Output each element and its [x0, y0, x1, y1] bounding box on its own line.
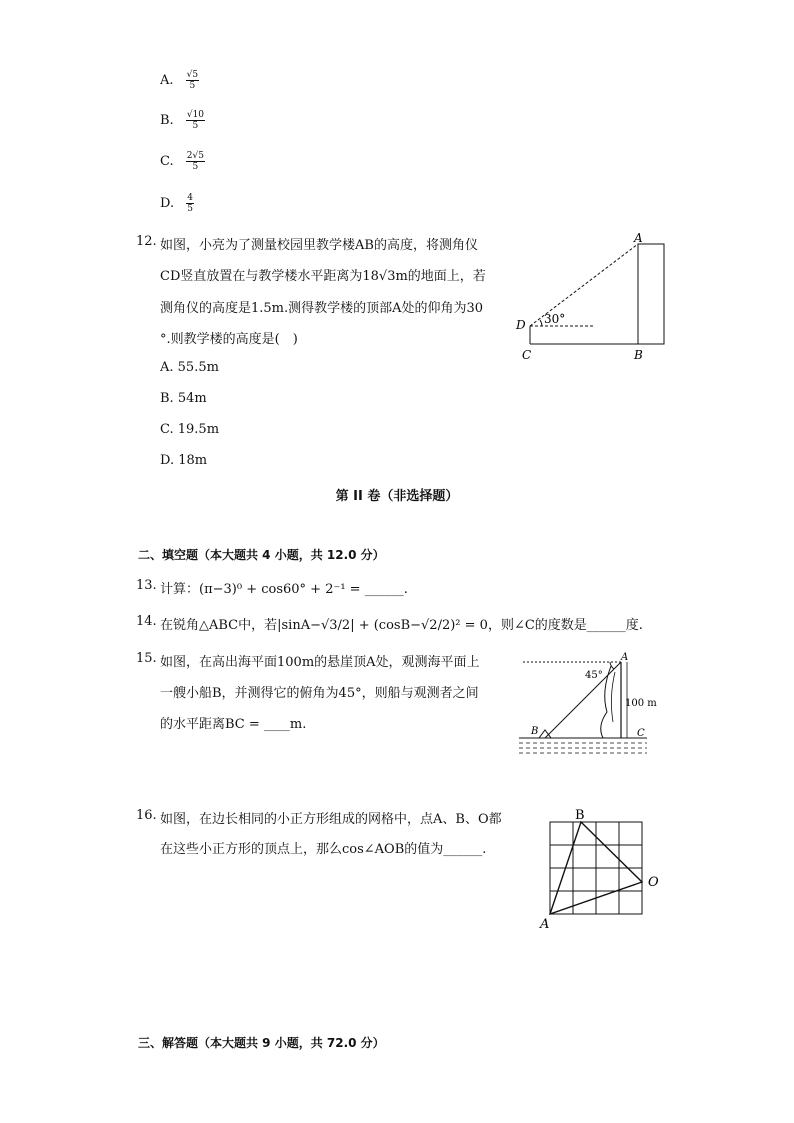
q11-option-a: A. $\frac{√5}{5}$ [160, 70, 199, 91]
label-b: B [531, 726, 539, 737]
q14-text: 在锐角△ABC中，若|sinA−√3/2| + (cosB−√2/2)² = 0，则∠C的度数是______度. [160, 618, 643, 633]
q16-line-1: 如图，在边长相同的小正方形组成的网格中，点A、B、O都 [160, 812, 502, 827]
q12-option-a: A. 55.5m [160, 360, 219, 375]
fraction: $\frac{2√5}{5}$ [186, 151, 204, 172]
angle-arc [540, 320, 542, 326]
q11-option-d: D. $\frac{4}{5}$ [160, 193, 193, 214]
q15-figure [515, 652, 665, 758]
q15-line-1: 如图，在高出海平面100m的悬崖顶A处，观测海平面上 [160, 655, 480, 670]
sight-line-ab [545, 662, 621, 738]
q12-line-4: °.则教学楼的高度是( ) [160, 332, 298, 347]
label-a: A [540, 917, 550, 932]
part2-heading: 二、填空题（本大题共 4 小题，共 12.0 分） [138, 548, 385, 562]
q12-option-d: D. 18m [160, 453, 208, 468]
q16-figure [536, 804, 666, 934]
fraction: $\frac{√10}{5}$ [186, 110, 205, 131]
q12-line-2: CD竖直放置在与教学楼水平距离为18√3m的地面上，若 [160, 269, 486, 284]
label-b: B [575, 808, 585, 823]
q12-option-b: B. 54m [160, 391, 207, 406]
q16-number: 16. [136, 808, 157, 823]
cliff-rock-detail [611, 672, 615, 722]
q13-number: 13. [136, 578, 157, 593]
angle-label: 45° [585, 670, 603, 681]
q12-option-c: C. 19.5m [160, 422, 220, 437]
angle-label: 30° [544, 312, 566, 326]
fraction: $\frac{√5}{5}$ [186, 70, 199, 91]
q15-line-2: 一艘小船B，并测得它的俯角为45°，则船与观测者之间 [160, 686, 479, 701]
height-label: 100 m [625, 698, 657, 709]
q14-number: 14. [136, 614, 157, 629]
q12-line-3: 测角仪的高度是1.5m.测得教学楼的顶部A处的仰角为30 [160, 301, 484, 316]
part3-heading: 三、解答题（本大题共 9 小题，共 72.0 分） [138, 1036, 385, 1050]
q12-line-1: 如图，小亮为了测量校园里教学楼AB的高度，将测角仪 [160, 238, 478, 253]
section-title: 第 II 卷（非选择题） [335, 489, 459, 504]
q11-option-b: B. $\frac{√10}{5}$ [160, 110, 205, 131]
q15-number: 15. [136, 651, 157, 666]
building [638, 244, 664, 344]
q12-number: 12. [136, 234, 157, 249]
label-d: D [516, 318, 526, 332]
q12-figure [508, 228, 668, 368]
q13-text: 计算：(π−3)⁰ + cos60° + 2⁻¹ = ______. [160, 582, 408, 597]
label-b: B [634, 348, 643, 362]
label-c: C [637, 728, 645, 739]
fraction: $\frac{4}{5}$ [187, 193, 193, 214]
q16-line-2: 在这些小正方形的顶点上，那么cos∠AOB的值为______. [160, 842, 487, 857]
q11-option-c: C. $\frac{2√5}{5}$ [160, 151, 204, 172]
label-c: C [522, 348, 532, 362]
label-a: A [634, 231, 643, 245]
q15-line-3: 的水平距离BC = ____m. [160, 717, 307, 732]
label-o: O [648, 875, 659, 890]
label-a: A [621, 652, 629, 663]
